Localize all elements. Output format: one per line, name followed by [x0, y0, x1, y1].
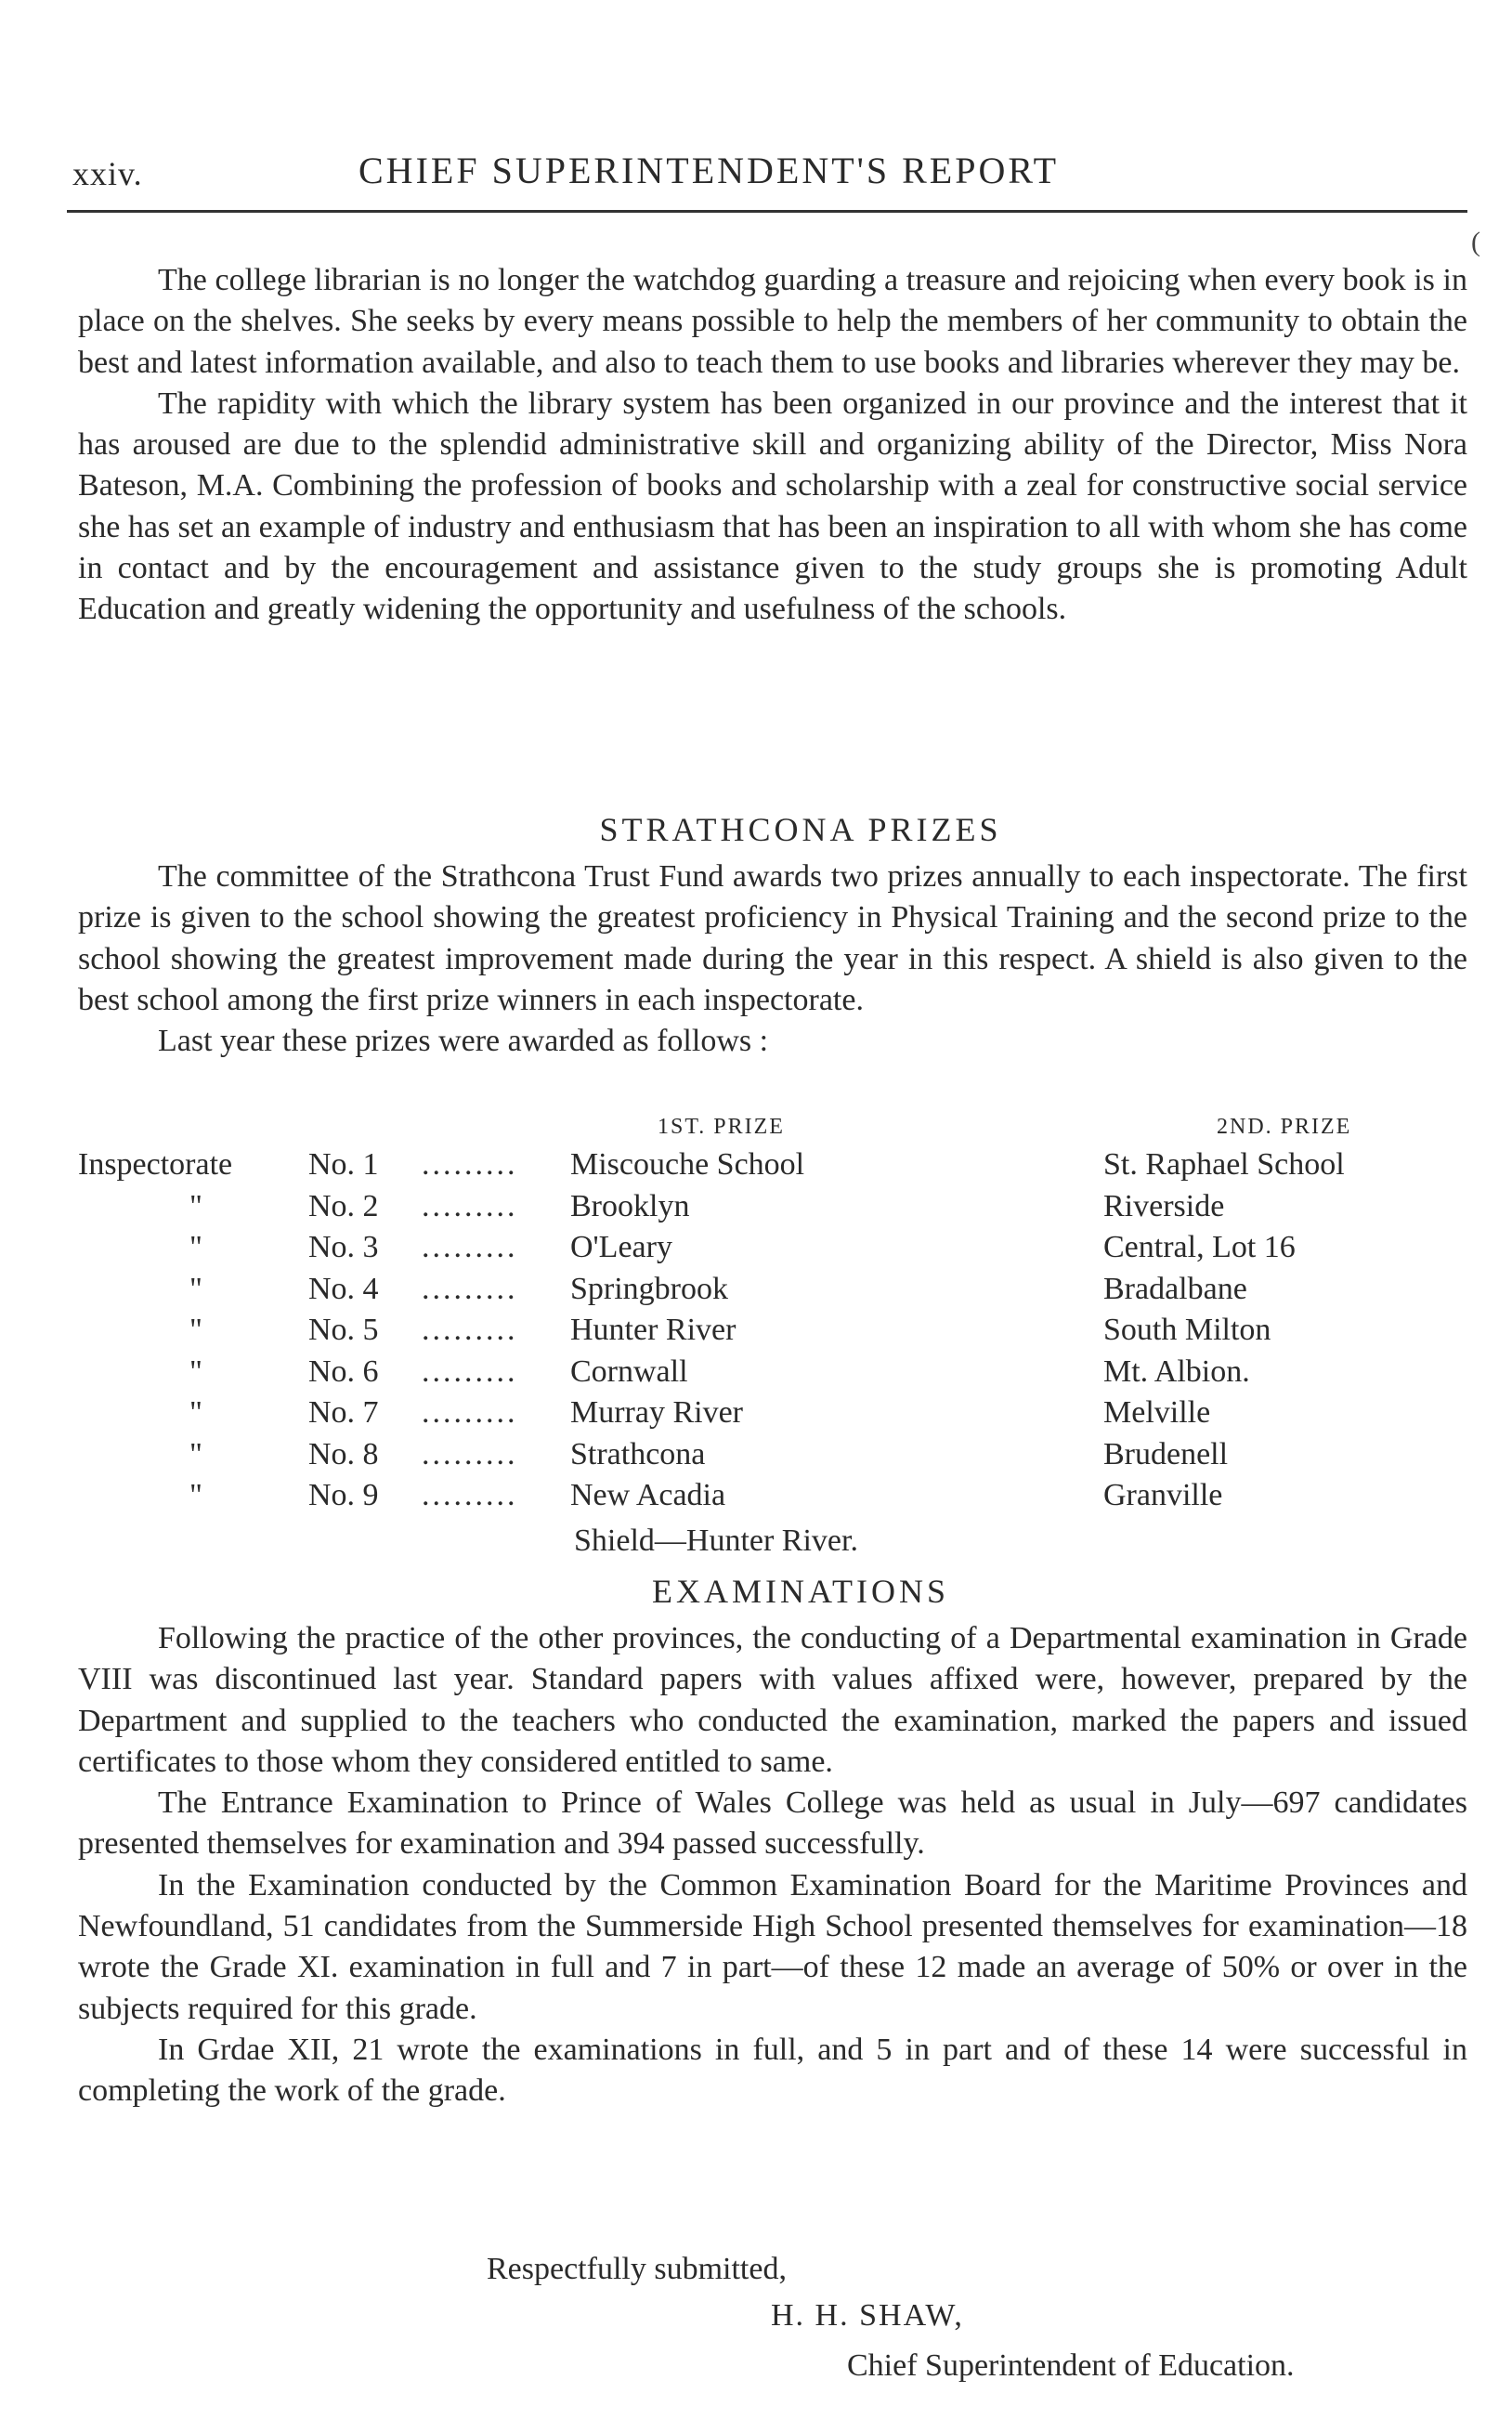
second-prize-school: Mt. Albion.: [1103, 1353, 1250, 1389]
prize-row: [78, 1186, 1471, 1228]
prize-row: [78, 1144, 1471, 1186]
ditto-mark: ": [189, 1313, 202, 1347]
page-number: xxiv.: [72, 155, 143, 192]
prize-row: [78, 1393, 1471, 1434]
first-prize-school: New Acadia: [570, 1478, 726, 1512]
inspectorate-number: No. 1: [308, 1147, 379, 1182]
first-prize-school: Springbrook: [570, 1271, 728, 1306]
first-prize-school: Hunter River: [570, 1313, 736, 1347]
closing-salutation: Respectfully submitted,: [487, 2252, 787, 2286]
inspectorate-number: No. 9: [308, 1478, 379, 1512]
first-prize-school: Cornwall: [570, 1353, 688, 1389]
examinations-section: [78, 1618, 1467, 2112]
section-heading-examinations: EXAMINATIONS: [652, 1573, 949, 1610]
paragraph: Following the practice of the other provinces, the conducting of a Departmental examination in Grade VIII was discontinued last year. Standard papers with values affixed were, however, prepared by the Department and supplied to the teachers who conducted the examination, marked the papers and issued certificates to those whom they considered entitled to same.: [78, 1621, 1467, 1779]
paragraph: Last year these prizes were awarded as follows :: [158, 1024, 769, 1059]
dot-leader: .........: [422, 1271, 518, 1306]
prize-row: [78, 1434, 1471, 1476]
ditto-mark: ": [189, 1230, 202, 1264]
inspectorate-number: No. 6: [308, 1353, 379, 1389]
second-prize-school: Granville: [1103, 1478, 1223, 1512]
dot-leader: .........: [422, 1230, 518, 1264]
first-prize-school: Murray River: [570, 1395, 744, 1430]
paragraph: In the Examination conducted by the Common Examination Board for the Maritime Provinces and Newfoundland, 51 candidates from the Summerside High School presented themselves for examination—18 wrote the Grade XI. examination in full and 7 in part—of these 12 made an average of 50% or over in the subjects required for this grade.: [78, 1867, 1467, 2026]
dot-leader: .........: [422, 1395, 518, 1430]
inspectorate-number: No. 4: [308, 1271, 379, 1306]
inspectorate-number: No. 5: [308, 1313, 379, 1347]
section-heading-prizes: STRATHCONA PRIZES: [599, 811, 1002, 848]
prize-row: [78, 1475, 1471, 1517]
shield-winner: Shield—Hunter River.: [574, 1523, 858, 1558]
prize-row: [78, 1310, 1471, 1352]
first-prize-school: Miscouche School: [570, 1147, 805, 1182]
dot-leader: .........: [422, 1436, 518, 1471]
second-prize-school: Bradalbane: [1103, 1271, 1247, 1306]
paragraph: The rapidity with which the library system has been organized in our province and the interest that it has aroused are due to the splendid administrative skill and organizing ability of the Director, Miss Nora Bateson, M.A. Combining the profession of books and scholarship with a zeal for constructive social service she has set an example of industry and enthusiasm that has been an inspiration to all with whom she has come in contact and by the encouragement and assistance given to the study groups she is promoting Adult Education and greatly widening the opportunity and usefulness of the schools.: [78, 386, 1467, 627]
signatory-name: H. H. SHAW,: [771, 2298, 964, 2333]
prize-table: [78, 1144, 1471, 1517]
prizes-section: [78, 856, 1467, 1062]
header-rule: [67, 210, 1467, 213]
first-prize-school: Strathcona: [570, 1436, 706, 1471]
dot-leader: .........: [422, 1478, 518, 1512]
margin-mark: (: [1471, 227, 1480, 257]
second-prize-school: Melville: [1103, 1395, 1211, 1430]
first-prize-header: 1ST. PRIZE: [658, 1115, 785, 1139]
inspectorate-number: No. 3: [308, 1230, 379, 1264]
dot-leader: .........: [422, 1188, 518, 1223]
inspectorate-number: No. 2: [308, 1188, 379, 1223]
second-prize-school: Brudenell: [1103, 1436, 1229, 1471]
dot-leader: .........: [422, 1353, 518, 1389]
first-prize-school: Brooklyn: [570, 1188, 690, 1223]
prize-row: [78, 1269, 1471, 1311]
inspectorate-label: Inspectorate: [78, 1147, 233, 1182]
dot-leader: .........: [422, 1313, 518, 1347]
second-prize-school: Central, Lot 16: [1103, 1230, 1296, 1264]
inspectorate-number: No. 8: [308, 1436, 379, 1471]
second-prize-school: St. Raphael School: [1103, 1147, 1345, 1182]
ditto-mark: ": [189, 1478, 202, 1512]
dot-leader: .........: [422, 1147, 518, 1182]
prize-row: [78, 1227, 1471, 1269]
second-prize-school: Riverside: [1103, 1188, 1225, 1223]
ditto-mark: ": [189, 1353, 202, 1389]
page-header: [72, 149, 1466, 201]
library-section: [78, 260, 1467, 631]
paragraph: The college librarian is no longer the watchdog guarding a treasure and rejoicing when every book is in place on the shelves. She seeks by every means possible to help the members of her community to obtain the best and latest information available, and also to teach them to use books and libraries wherever they may be.: [78, 263, 1467, 380]
paragraph: In Grdae XII, 21 wrote the examinations in full, and 5 in part and of these 14 were successful in completing the work of the grade.: [78, 2032, 1467, 2109]
signatory-title: Chief Superintendent of Education.: [847, 2348, 1295, 2383]
second-prize-school: South Milton: [1103, 1313, 1271, 1347]
running-title: CHIEF SUPERINTENDENT'S REPORT: [358, 150, 1060, 191]
paragraph: The Entrance Examination to Prince of Wales College was held as usual in July—697 candidates presented themselves for examination and 394 passed successfully.: [78, 1785, 1467, 1862]
paragraph: The committee of the Strathcona Trust Fund awards two prizes annually to each inspectorate. The first prize is given to the school showing the greatest proficiency in Physical Training and the second prize to the school showing the greatest improvement made during the year in this respect. A shield is also given to the best school among the first prize winners in each inspectorate.: [78, 859, 1467, 1017]
ditto-mark: ": [189, 1188, 202, 1223]
ditto-mark: ": [189, 1395, 202, 1430]
first-prize-school: O'Leary: [570, 1230, 672, 1264]
ditto-mark: ": [189, 1271, 202, 1306]
second-prize-header: 2ND. PRIZE: [1217, 1115, 1352, 1139]
ditto-mark: ": [189, 1436, 202, 1471]
prize-row: [78, 1352, 1471, 1393]
inspectorate-number: No. 7: [308, 1395, 379, 1430]
